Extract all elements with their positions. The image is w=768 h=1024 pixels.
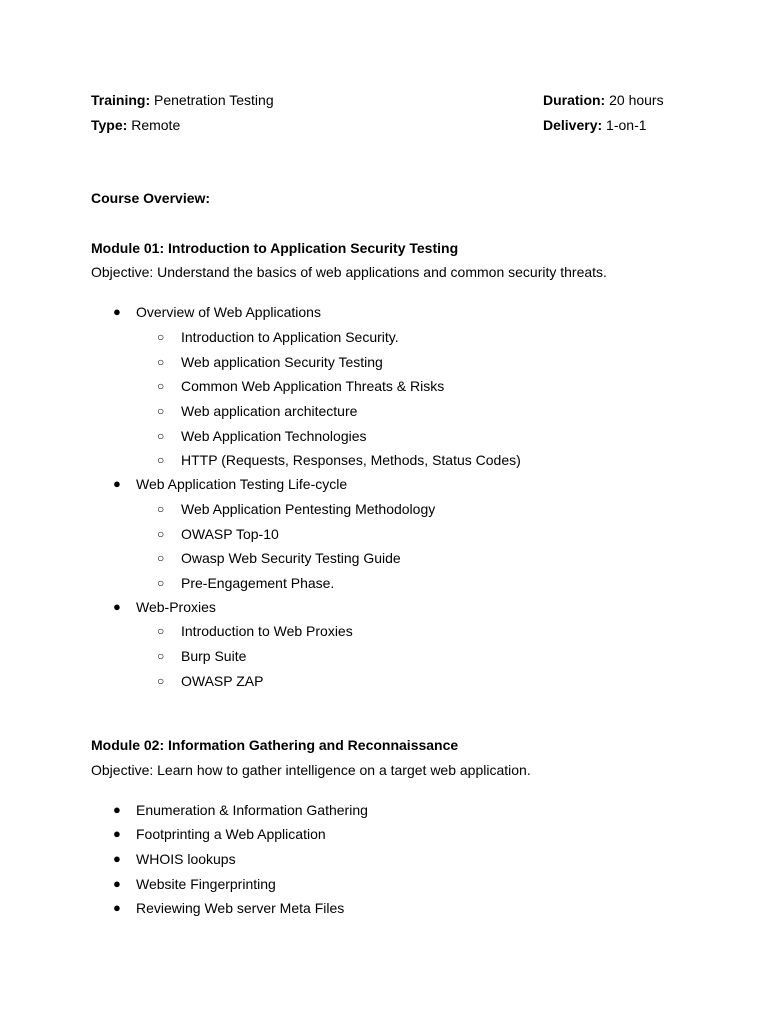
course-overview-heading-text: Course Overview:	[91, 190, 211, 206]
hollow-bullet-icon: ○	[157, 330, 165, 344]
list-item: Overview of Web Applications	[136, 304, 321, 320]
hollow-bullet-icon: ○	[157, 404, 165, 418]
hollow-bullet-icon: ○	[157, 429, 165, 443]
module-02-objective: Objective: Learn how to gather intelligence on a target web application.	[91, 762, 531, 778]
sub-list-item: HTTP (Requests, Responses, Methods, Status Codes)	[181, 452, 521, 468]
module-02-title	[91, 736, 458, 754]
sub-list-item: Common Web Application Threats & Risks	[181, 378, 445, 394]
sub-list-item: Web application Security Testing	[181, 354, 383, 370]
sub-list-item: Pre-Engagement Phase.	[181, 575, 335, 591]
list-item: Footprinting a Web Application	[136, 826, 326, 842]
list-item: Web-Proxies	[136, 599, 216, 615]
hollow-bullet-icon: ○	[157, 502, 165, 516]
delivery-field	[543, 116, 647, 134]
hollow-bullet-icon: ○	[157, 576, 165, 590]
module-02-title-text: Module 02: Information Gathering and Reconnaissance	[91, 737, 459, 753]
sub-list-item: OWASP Top-10	[181, 526, 279, 542]
sub-list-item: Burp Suite	[181, 648, 247, 664]
hollow-bullet-icon: ○	[157, 453, 165, 467]
sub-list-item: Introduction to Application Security.	[181, 329, 399, 345]
bullet-icon: ●	[113, 876, 121, 891]
type-label: Type:	[91, 117, 128, 133]
hollow-bullet-icon: ○	[157, 355, 165, 369]
hollow-bullet-icon: ○	[157, 527, 165, 541]
type-field	[91, 116, 180, 134]
bullet-icon: ●	[113, 802, 121, 817]
list-item: Reviewing Web server Meta Files	[136, 900, 345, 916]
bullet-icon: ●	[113, 851, 121, 866]
module-01-title-text: Module 01: Introduction to Application Security Testing	[91, 240, 459, 256]
module-01-title	[91, 239, 458, 257]
bullet-icon: ●	[113, 304, 121, 319]
hollow-bullet-icon: ○	[157, 624, 165, 638]
duration-field	[543, 91, 664, 109]
list-item: Website Fingerprinting	[136, 876, 276, 892]
delivery-label: Delivery:	[543, 117, 603, 133]
sub-list-item: Web Application Technologies	[181, 428, 367, 444]
delivery-value: 1-on-1	[606, 117, 647, 133]
bullet-icon: ●	[113, 599, 121, 614]
sub-list-item: OWASP ZAP	[181, 673, 264, 689]
type-value: Remote	[131, 117, 181, 133]
hollow-bullet-icon: ○	[157, 674, 165, 688]
training-value: Penetration Testing	[154, 92, 274, 108]
duration-value: 20 hours	[609, 92, 664, 108]
training-field	[91, 91, 274, 109]
training-label: Training:	[91, 92, 151, 108]
bullet-icon: ●	[113, 900, 121, 915]
list-item: Enumeration & Information Gathering	[136, 802, 368, 818]
hollow-bullet-icon: ○	[157, 379, 165, 393]
sub-list-item: Introduction to Web Proxies	[181, 623, 353, 639]
list-item: WHOIS lookups	[136, 851, 236, 867]
bullet-icon: ●	[113, 826, 121, 841]
bullet-icon: ●	[113, 476, 121, 491]
duration-label: Duration:	[543, 92, 606, 108]
hollow-bullet-icon: ○	[157, 649, 165, 663]
sub-list-item: Web application architecture	[181, 403, 358, 419]
course-overview-heading	[91, 189, 210, 207]
sub-list-item: Owasp Web Security Testing Guide	[181, 550, 401, 566]
sub-list-item: Web Application Pentesting Methodology	[181, 501, 436, 517]
module-01-objective: Objective: Understand the basics of web applications and common security threats.	[91, 264, 607, 280]
hollow-bullet-icon: ○	[157, 551, 165, 565]
list-item: Web Application Testing Life-cycle	[136, 476, 348, 492]
